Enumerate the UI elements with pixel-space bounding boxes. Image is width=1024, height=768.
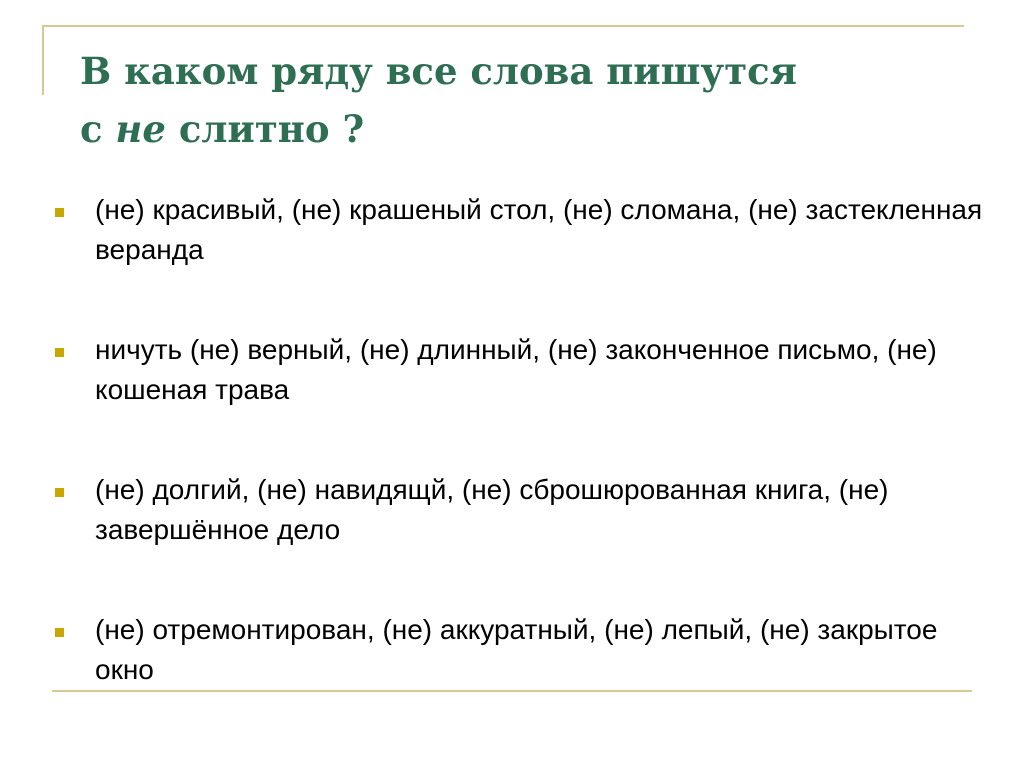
title-line-2-suffix: слитно ? xyxy=(165,107,365,151)
answer-option-text: (не) красивый, (не) крашеный стол, (не) сломана, (не) застекленная веранда xyxy=(95,194,983,265)
slide-title xyxy=(80,42,960,158)
frame-left-line xyxy=(42,25,44,95)
answer-option-text: (не) долгий, (не) навидящй, (не) сброшюрованная книга, (не) завершённое дело xyxy=(95,474,889,545)
bullet-square-icon xyxy=(55,208,64,217)
answer-option-text: (не) отремонтирован, (не) аккуратный, (не) лепый, (не) закрытое окно xyxy=(95,614,938,685)
title-line-2-prefix: с xyxy=(80,107,116,151)
bullet-square-icon xyxy=(55,348,64,357)
title-emphasis: не xyxy=(115,107,166,151)
frame-top-line xyxy=(42,25,964,27)
title-line-1: В каком ряду все слова пишутся xyxy=(80,49,797,93)
answer-option-text: ничуть (не) верный, (не) длинный, (не) законченное письмо, (не) кошеная трава xyxy=(95,334,937,405)
bullet-square-icon xyxy=(55,628,64,637)
frame-bottom-line xyxy=(52,690,972,692)
bullet-square-icon xyxy=(55,488,64,497)
